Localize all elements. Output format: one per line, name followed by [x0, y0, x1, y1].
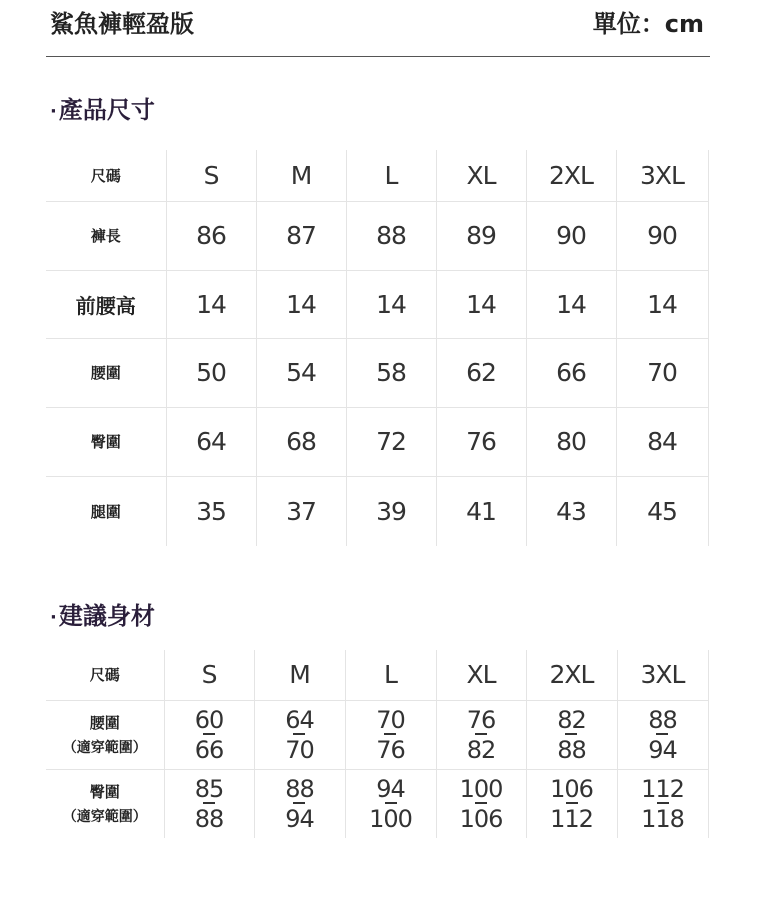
row-label [46, 700, 164, 769]
range-max: 70 [285, 735, 314, 764]
row-label-sub: （適穿範圍） [62, 740, 147, 756]
size-header-cell: 3XL [617, 650, 708, 700]
range-max: 106 [459, 804, 503, 833]
bullet-dot: · [50, 100, 57, 122]
range-cell [164, 700, 254, 769]
table-cell: 41 [436, 476, 526, 546]
table-cell: 70 [616, 338, 708, 407]
range-min: 60 [194, 705, 224, 734]
table-cell: 76 [436, 407, 526, 476]
table-row [46, 407, 708, 476]
range-min: 64 [285, 705, 314, 734]
range-min: 88 [285, 774, 314, 803]
table-row [46, 769, 708, 838]
size-header-cell: S [164, 650, 254, 700]
size-header-label: 尺碼 [46, 650, 164, 700]
size-header-cell: M [254, 650, 345, 700]
table-cell: 72 [346, 407, 436, 476]
product-size-table [46, 150, 709, 546]
range-cell [345, 700, 436, 769]
range-cell [526, 700, 617, 769]
table-cell: 80 [526, 407, 616, 476]
table-cell: 45 [616, 476, 708, 546]
range-cell [526, 769, 617, 838]
range-max: 88 [194, 804, 224, 833]
product-title: 鯊魚褲輕盈版 [50, 10, 194, 38]
table-cell: 14 [166, 270, 256, 338]
range-cell [436, 769, 526, 838]
range-min: 76 [466, 705, 496, 734]
row-label-main: 腰圍 [89, 714, 120, 732]
table-cell: 84 [616, 407, 708, 476]
table-cell: 87 [256, 201, 346, 270]
table-cell: 90 [526, 201, 616, 270]
range-max: 66 [194, 735, 224, 764]
table-cell: 39 [346, 476, 436, 546]
range-max: 118 [641, 804, 684, 833]
range-min: 112 [641, 774, 684, 803]
range-cell [254, 769, 345, 838]
range-cell [345, 769, 436, 838]
table-cell: 43 [526, 476, 616, 546]
range-min: 85 [194, 774, 224, 803]
table-header-row [46, 650, 708, 700]
table-cell: 14 [256, 270, 346, 338]
section1-title-text: 產品尺寸 [58, 96, 155, 124]
table-cell: 68 [256, 407, 346, 476]
table-cell: 14 [616, 270, 708, 338]
table-cell: 86 [166, 201, 256, 270]
table-cell: 14 [346, 270, 436, 338]
table-cell: 90 [616, 201, 708, 270]
size-header-cell: XL [436, 650, 526, 700]
range-cell [436, 700, 526, 769]
range-max: 94 [285, 804, 314, 833]
range-min: 88 [648, 705, 677, 734]
table-cell: 14 [526, 270, 616, 338]
table-row [46, 700, 708, 769]
range-min: 94 [376, 774, 405, 803]
table-row [46, 201, 708, 270]
table-cell: 35 [166, 476, 256, 546]
table-cell: 64 [166, 407, 256, 476]
section2-title-text: 建議身材 [58, 602, 155, 630]
row-label: 腰圍 [46, 338, 166, 407]
range-min: 106 [550, 774, 593, 803]
table-cell: 58 [346, 338, 436, 407]
size-header-label: 尺碼 [46, 150, 166, 201]
range-max: 82 [466, 735, 496, 764]
row-label: 褲長 [46, 201, 166, 270]
range-cell [164, 769, 254, 838]
row-label: 前腰高 [46, 270, 166, 338]
unit-label: 單位：cm [592, 10, 704, 38]
size-header-cell: 2XL [526, 650, 617, 700]
table-cell: 66 [526, 338, 616, 407]
range-min: 70 [376, 705, 405, 734]
table-header-row [46, 150, 708, 201]
range-cell [617, 769, 708, 838]
size-header-cell: 2XL [526, 150, 616, 201]
row-label [46, 769, 164, 838]
bullet-dot: · [50, 606, 57, 628]
range-cell [617, 700, 708, 769]
size-header-cell: L [345, 650, 436, 700]
table-cell: 37 [256, 476, 346, 546]
size-header-cell: M [256, 150, 346, 201]
table-cell: 62 [436, 338, 526, 407]
header-bar [46, 0, 710, 57]
recommended-body-table [46, 650, 709, 838]
range-max: 94 [648, 735, 677, 764]
row-label: 腿圍 [46, 476, 166, 546]
range-cell [254, 700, 345, 769]
table-row [46, 270, 708, 338]
row-label-sub: （適穿範圍） [62, 809, 147, 826]
table-cell: 54 [256, 338, 346, 407]
range-min: 82 [557, 705, 586, 734]
table-row [46, 338, 708, 407]
size-header-cell: S [166, 150, 256, 201]
size-header-cell: L [346, 150, 436, 201]
range-max: 76 [376, 735, 405, 764]
table-cell: 88 [346, 201, 436, 270]
size-header-cell: XL [436, 150, 526, 201]
range-min: 100 [459, 774, 503, 803]
section-title-recommended-body [50, 596, 155, 631]
table-cell: 89 [436, 201, 526, 270]
section-title-product-size [50, 90, 155, 125]
size-header-cell: 3XL [616, 150, 708, 201]
table-cell: 50 [166, 338, 256, 407]
row-label-main: 臀圍 [89, 783, 120, 802]
range-max: 88 [557, 735, 586, 764]
table-cell: 14 [436, 270, 526, 338]
table-row [46, 476, 708, 546]
range-max: 100 [369, 804, 412, 833]
range-max: 112 [550, 804, 593, 833]
row-label: 臀圍 [46, 407, 166, 476]
